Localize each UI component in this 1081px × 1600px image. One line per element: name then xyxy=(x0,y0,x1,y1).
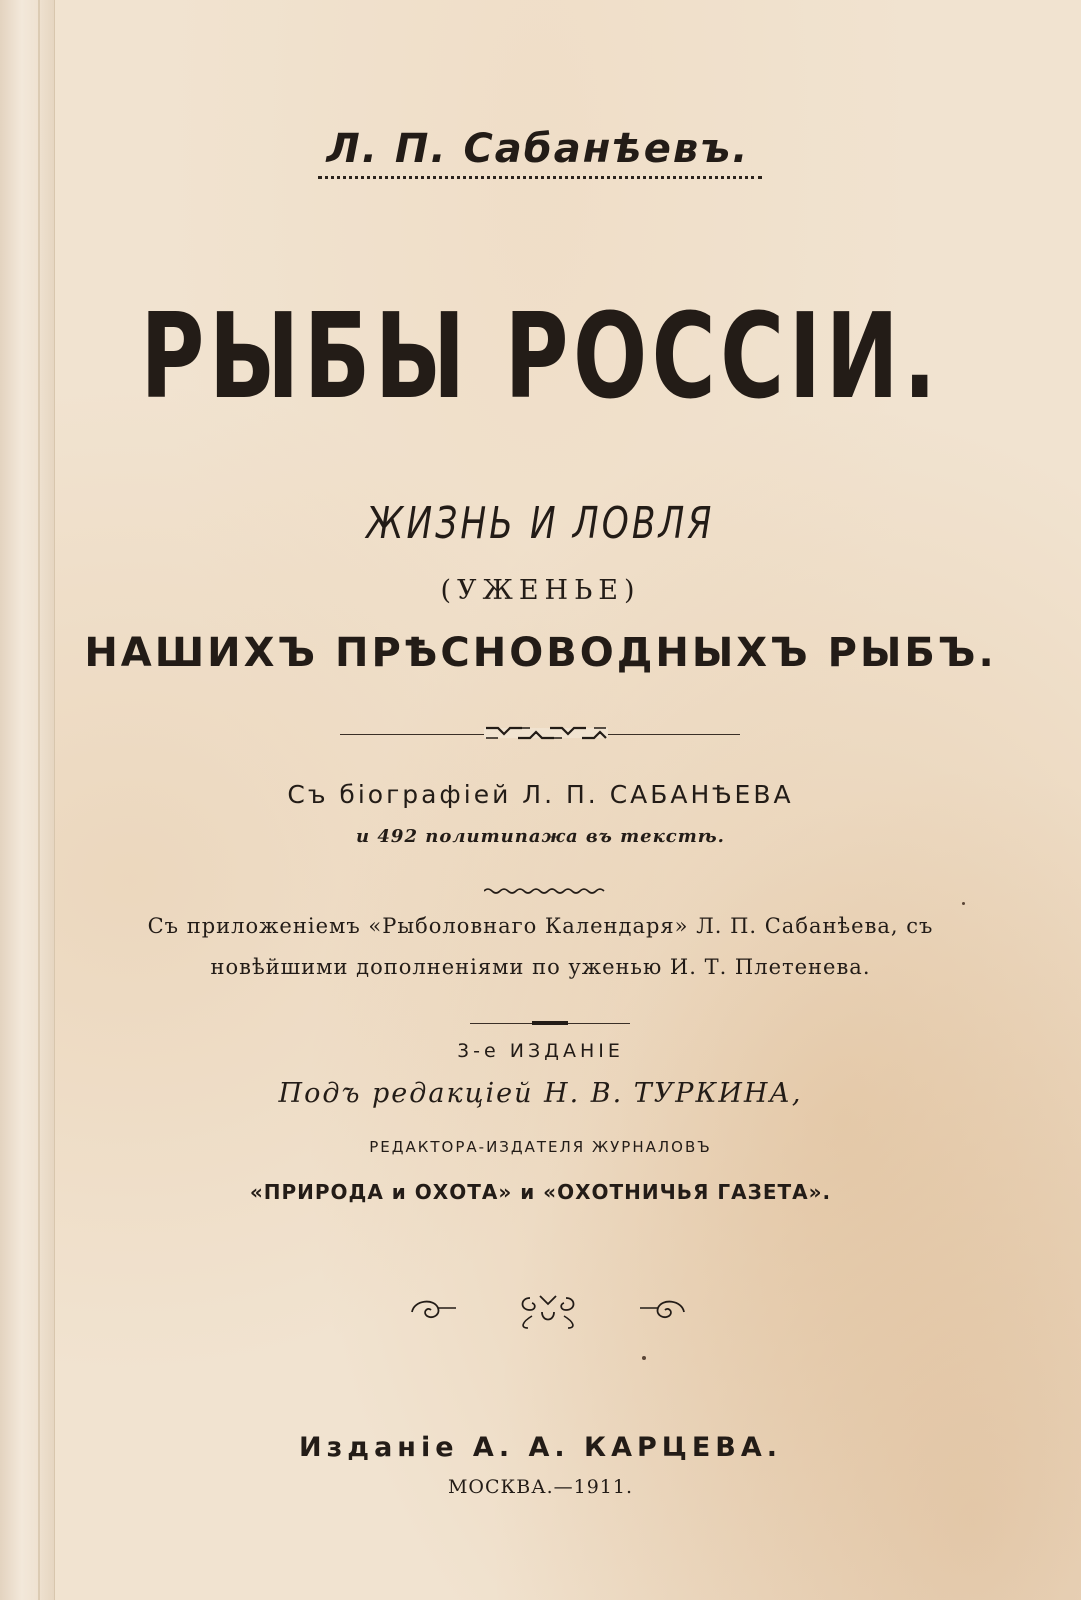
flourish-ornament-icon xyxy=(408,1290,688,1330)
edition-label: 3-е ИЗДАНІЕ xyxy=(457,1040,624,1062)
supplement-line-1: Съ приложеніемъ «Рыболовнаго Календаря» Л. П. Сабанѣева, съ xyxy=(147,914,934,938)
ink-speck xyxy=(962,902,965,905)
ornament-divider-icon xyxy=(484,722,608,744)
wavy-rule-icon xyxy=(484,886,608,896)
parenthetical-note: (УЖЕНЬЕ) xyxy=(440,575,641,606)
city-year-line: МОСКВА.—1911. xyxy=(447,1476,634,1498)
biography-line: Съ біографіей Л. П. САБАНѢЕВА xyxy=(287,780,794,809)
book-subtitle: ЖИЗНЬ И ЛОВЛЯ xyxy=(366,498,715,549)
supplement-line-2: новѣйшими дополненіями по уженью И. Т. Плетенева. xyxy=(210,955,871,979)
editor-line: Подъ редакціей Н. В. ТУРКИНА, xyxy=(278,1078,803,1109)
book-subject: НАШИХЪ ПРѢСНОВОДНЫХЪ РЫБЪ. xyxy=(84,630,997,676)
editor-role: РЕДАКТОРА-ИЗДАТЕЛЯ ЖУРНАЛОВЪ xyxy=(369,1138,712,1156)
journals-line: «ПРИРОДА и ОХОТА» и «ОХОТНИЧЬЯ ГАЗЕТА». xyxy=(249,1180,832,1204)
publisher-line: Изданіе А. А. КАРЦЕВА. xyxy=(298,1432,783,1463)
short-divider-center xyxy=(532,1021,568,1025)
book-title: РЫБЫ РОССІИ. xyxy=(140,287,941,425)
author-name: Л. П. Сабанѣевъ. xyxy=(326,126,750,172)
ink-speck xyxy=(642,1356,646,1360)
illustrations-line: и 492 политипажа въ текстѣ. xyxy=(356,826,725,847)
author-underline xyxy=(318,176,762,179)
